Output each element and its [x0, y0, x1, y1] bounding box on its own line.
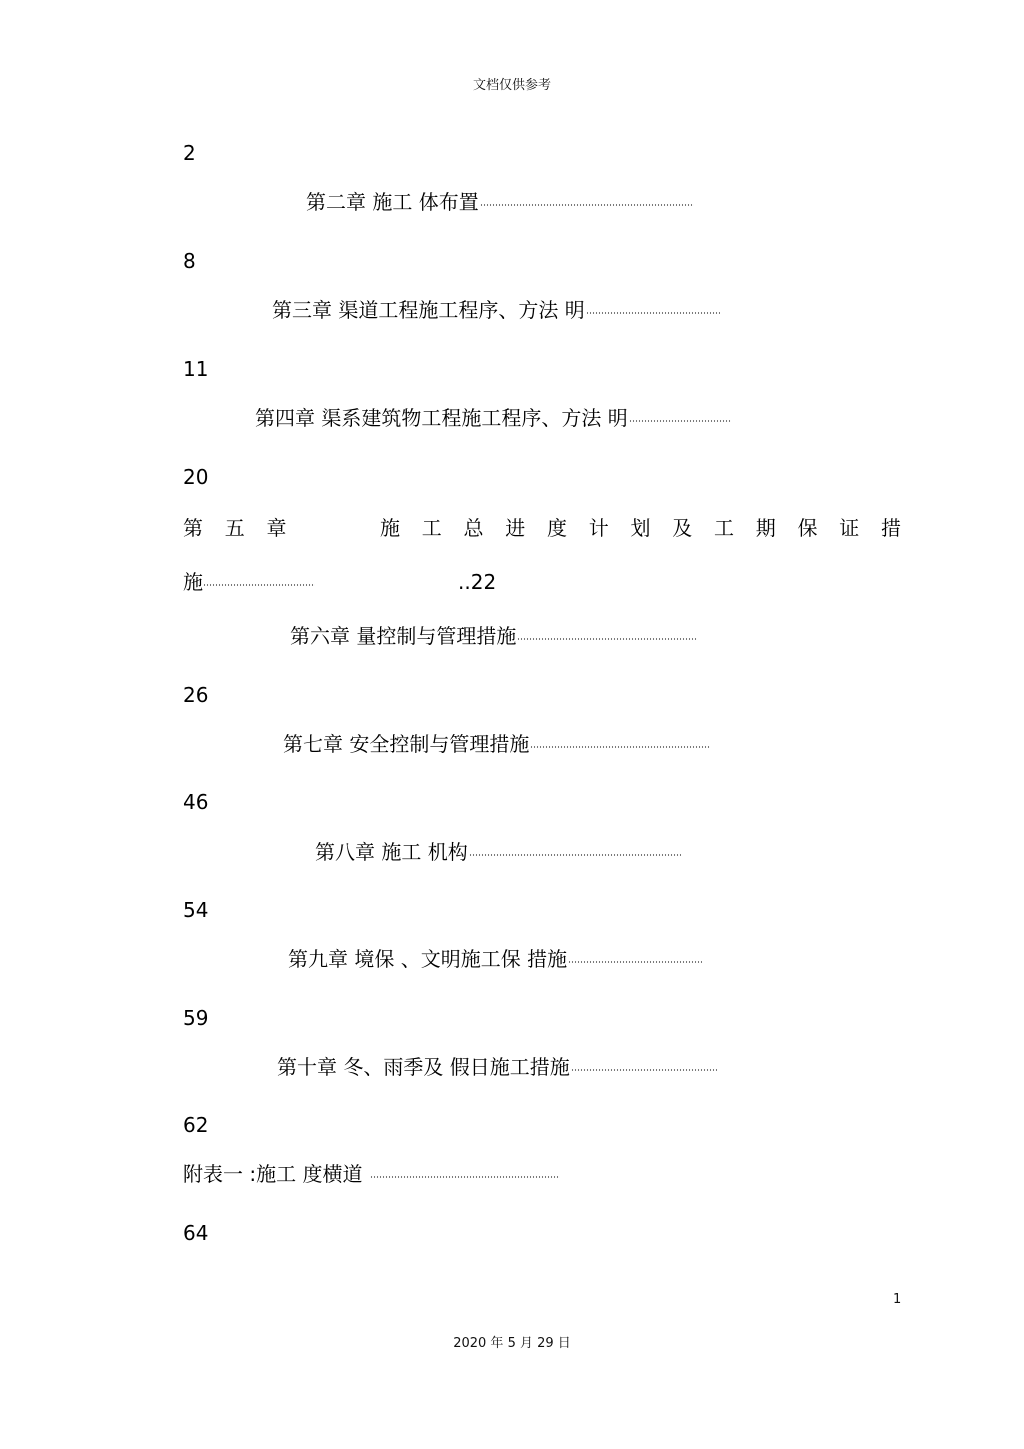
- toc-leader-dots: [517, 638, 697, 640]
- toc-entry-chapter-5-continuation: [183, 570, 497, 594]
- toc-leader-dots: [629, 420, 731, 422]
- toc-char: 度: [547, 516, 567, 540]
- toc-char: 施: [380, 516, 400, 540]
- toc-page-number: 20: [183, 465, 209, 489]
- toc-entry-title: 附表一 :施工 度横道: [183, 1162, 369, 1186]
- toc-page-number: ..22: [458, 570, 497, 594]
- toc-leader-dots: [530, 746, 710, 748]
- toc-entry-title: 第四章 渠系建筑物工程施工程序、方法 明: [255, 406, 628, 430]
- toc-char: 计: [588, 516, 609, 540]
- toc-entry-chapter-3: [272, 298, 720, 322]
- toc-char: 施: [183, 570, 203, 594]
- toc-entry-chapter-4: [255, 406, 731, 430]
- toc-leader-dots: [480, 204, 694, 206]
- toc-page-number: 59: [183, 1006, 209, 1030]
- toc-char: 总: [463, 516, 484, 540]
- toc-char: 划: [630, 516, 651, 540]
- toc-entry-appendix-1: [183, 1162, 560, 1186]
- toc-leader-dots: [568, 961, 702, 963]
- toc-char: 工: [714, 516, 734, 540]
- toc-entry-chapter-2: [306, 190, 694, 214]
- toc-page-number: 46: [183, 790, 209, 814]
- toc-char: 及: [672, 516, 693, 540]
- toc-gap: [308, 516, 358, 540]
- toc-entry-chapter-9: [288, 947, 702, 971]
- toc-page-number: 26: [183, 683, 209, 707]
- toc-leader-dots: [571, 1069, 717, 1071]
- toc-leader-dots: [203, 584, 315, 586]
- footer-date: 2020 年 5 月 29 日: [453, 1336, 571, 1351]
- toc-char: 章: [266, 516, 287, 540]
- toc-char: 工: [421, 516, 442, 540]
- toc-entry-chapter-8: [315, 840, 681, 864]
- toc-char: 期: [755, 516, 776, 540]
- toc-entry-title: 第九章 境保 、文明施工保 措施: [288, 947, 568, 971]
- toc-page-number: 54: [183, 898, 209, 922]
- toc-entry-title: 第六章 量控制与管理措施: [290, 624, 517, 648]
- toc-page-number: 8: [183, 249, 196, 273]
- toc-entry-title: 第十章 冬、雨季及 假日施工措施: [277, 1055, 570, 1079]
- toc-page-number: 2: [183, 141, 196, 165]
- toc-char: 措: [881, 516, 901, 540]
- toc-leader-dots: [586, 312, 720, 314]
- toc-char: 进: [505, 516, 526, 540]
- toc-page-number: 11: [183, 357, 209, 381]
- toc-char: 第: [183, 516, 203, 540]
- toc-page-number: 62: [183, 1113, 209, 1137]
- page-header: 文档仅供参考: [472, 78, 551, 93]
- toc-entry-chapter-7: [283, 732, 710, 756]
- toc-leader-dots: [370, 1176, 560, 1178]
- toc-entry-title: 第八章 施工 机构: [315, 840, 468, 864]
- toc-entry-chapter-6: [290, 624, 697, 648]
- footer-page-number: 1: [893, 1292, 902, 1307]
- toc-char: 保: [797, 516, 818, 540]
- toc-page-number: 64: [183, 1221, 209, 1245]
- toc-entry-title: 第三章 渠道工程施工程序、方法 明: [272, 298, 585, 322]
- toc-char: 五: [224, 516, 245, 540]
- toc-leader-dots: [469, 854, 681, 856]
- toc-entry-chapter-10: [277, 1055, 717, 1079]
- toc-char: 证: [839, 516, 860, 540]
- toc-entry-chapter-5: [183, 516, 901, 540]
- toc-entry-title: 第二章 施工 体布置: [306, 190, 479, 214]
- toc-entry-title: 第七章 安全控制与管理措施: [283, 732, 530, 756]
